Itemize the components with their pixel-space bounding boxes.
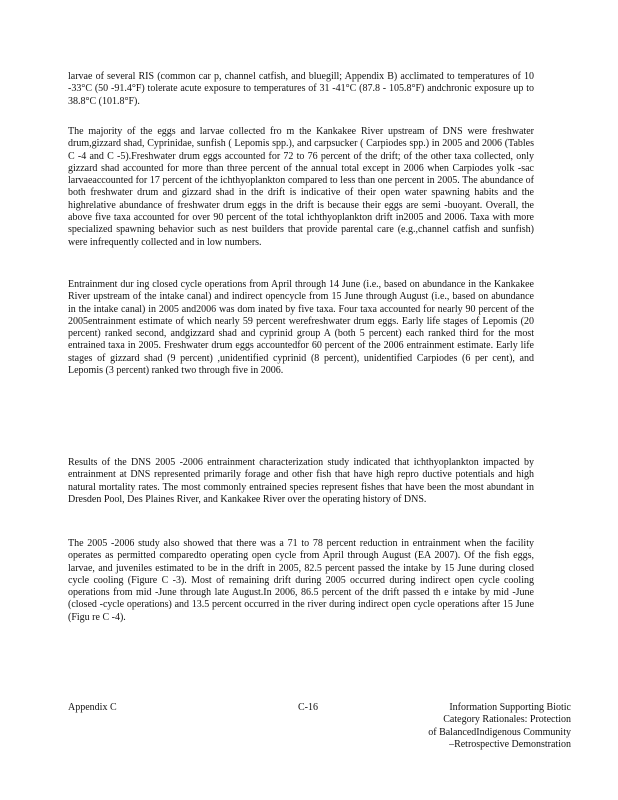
paragraph-3-text: Entrainment dur ing closed cycle operations from April through 14 June (i.e., based on abundance in the Kankakee River upstream of the intake canal) and indirect opencycle from 15 June through August (i.e., based on abundance in the intake canal) in 2005 and2006 was dom inated by five taxa. Four taxa accounted for nearly 90 percent of the 2005entrainment estimate of which nearly 59 percent werefreshwater drum eggs. Early life stages of Lepomis (20 percent) ranked second, andgizzard shad and cyprinid group A (both 5 percent) each ranked third for the most entrained taxa in 2005. Freshwater drum eggs accountedfor 60 percent of the 2006 entrainment estimate. Early life stages of gizzard shad (9 percent) ,unidentified cyprinid (8 percent), unidentified Carpiodes (6 per cent), and Lepomis (3 percent) ranked two through five in 2006. bbox=[68, 279, 534, 377]
paragraph-5-text: The 2005 -2006 study also showed that there was a 71 to 78 percent reduction in entrainment when the facility operates as permitted comparedto operating open cycle from April through August (EA 2007). Of the fish eggs, larvae, and juveniles estimated to be in the drift in 2005, 82.5 percent passed the intake by 15 June during closed cycle cooling (Figure C -3). Most of remaining drift during 2005 occurred during indirect open cycle cooling operations from mid -June through late August.In 2006, 86.5 percent of the drift passed th e intake by mid -June (closed -cycle operations) and 13.5 percent occurred in the river during indirect open cycle operations after 15 June (Figu re C -4). bbox=[68, 538, 534, 623]
footer-appendix-label: Appendix C bbox=[68, 702, 117, 713]
footer-title-line-1: Information Supporting Biotic bbox=[449, 702, 571, 713]
paragraph-3 bbox=[68, 279, 534, 377]
paragraph-1-text: larvae of several RIS (common car p, channel catfish, and bluegill; Appendix B) acclimated to temperatures of 10 -33°C (50 -91.4°F) tolerate acute exposure to temperatures of 31 -41°C (87.8 - 105.8°F) andchronic exposure up to 38.8°C (101.8°F). bbox=[68, 71, 534, 107]
paragraph-4-text: Results of the DNS 2005 -2006 entrainment characterization study indicated that ichthyoplankton impacted by entrainment at DNS represented primarily forage and other fish that have high repro ductive potentials and high natural mortality rates. The most commonly entrained species represent fishes that have been the most abundant in Dresden Pool, Des Plaines River, and Kankakee River over the operating history of DNS. bbox=[68, 457, 534, 505]
paragraph-5 bbox=[68, 538, 534, 624]
footer-title-line-3: of BalancedIndigenous Community bbox=[428, 726, 571, 738]
paragraph-4 bbox=[68, 457, 534, 506]
footer-section-title bbox=[396, 702, 571, 751]
footer-page-number: C-16 bbox=[298, 702, 318, 713]
paragraph-2 bbox=[68, 126, 534, 249]
footer-title-line-2: Category Rationales: Protection bbox=[443, 714, 571, 726]
paragraph-1 bbox=[68, 71, 534, 108]
paragraph-2-text: The majority of the eggs and larvae collected fro m the Kankakee River upstream of DNS were freshwater drum,gizzard shad, Cyprinidae, sunfish ( Lepomis spp.), and carpsucker ( Carpiodes spp.) in 2005 and 2006 (Tables C -4 and C -5).Freshwater drum eggs accounted for 72 to 76 percent of the drift; of the other taxa collected, only gizzard shad accounted for more than three percent of the annual total except in 2006 when Carpiodes yolk -sac larvaeaccounted for 17 percent of the ichthyoplankton compared to less than one percent in 2005. The abundance of both freshwater drum and gizzard shad in the drift is indicative of their open water spawning habits and the highrelative abundance of freshwater drum eggs in the drift is because their eggs are semi -buoyant. Overall, the above five taxa accounted for over 90 percent of the total ichthyoplankton drift in2005 and 2006. Taxa with more specialized spawning behavior such as nest builders that provide parental care (e.g.,channel catfish and sunfish) were infrequently collected and in low numbers. bbox=[68, 126, 534, 248]
footer-title-line-4: –Retrospective Demonstration bbox=[449, 738, 571, 750]
